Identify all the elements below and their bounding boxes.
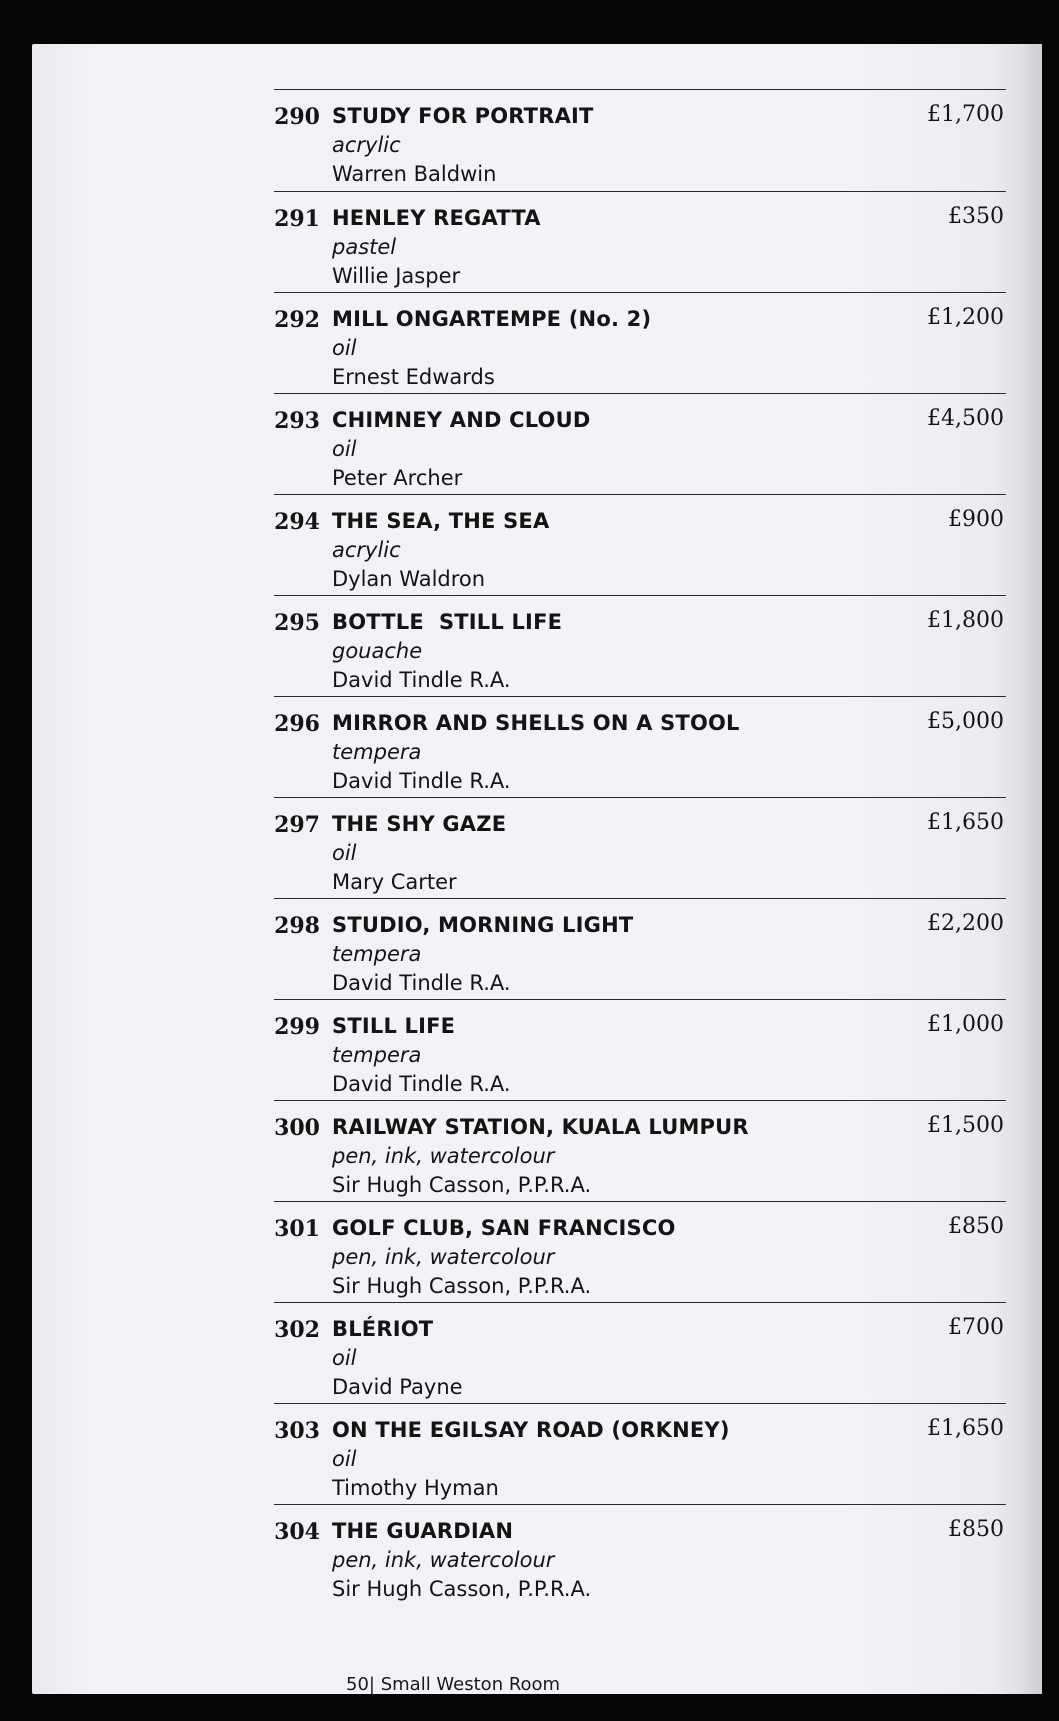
catalogue-entry <box>274 1302 1006 1403</box>
lot-number: 298 <box>274 913 320 939</box>
artwork-title: STILL LIFE <box>332 1014 456 1038</box>
artwork-medium: tempera <box>332 1043 422 1067</box>
entry-info <box>332 608 562 695</box>
room-name: Small Weston Room <box>380 1674 561 1695</box>
catalogue-list <box>274 89 1006 1605</box>
lot-number: 297 <box>274 812 320 838</box>
entry-info <box>332 204 541 291</box>
artwork-title: THE GUARDIAN <box>332 1519 514 1543</box>
artist-name: Sir Hugh Casson, P.P.R.A. <box>332 1274 592 1298</box>
artwork-medium: pen, ink, watercolour <box>332 1144 555 1168</box>
page-number: 50 <box>346 1674 369 1695</box>
artwork-title: RAILWAY STATION, KUALA LUMPUR <box>332 1115 749 1139</box>
artwork-medium: acrylic <box>332 538 401 562</box>
lot-number: 300 <box>274 1115 320 1141</box>
artist-name: Peter Archer <box>332 466 463 490</box>
lot-number: 291 <box>274 206 320 232</box>
artwork-medium: tempera <box>332 740 422 764</box>
artwork-price: £1,500 <box>927 1113 1004 1138</box>
lot-number: 292 <box>274 307 320 333</box>
artwork-title: STUDIO, MORNING LIGHT <box>332 913 634 937</box>
artwork-price: £850 <box>948 1517 1004 1542</box>
artwork-medium: gouache <box>332 639 423 663</box>
entry-info <box>332 1517 591 1604</box>
artwork-medium: oil <box>332 1447 357 1471</box>
artwork-medium: acrylic <box>332 133 401 157</box>
artist-name: David Tindle R.A. <box>332 1072 511 1096</box>
artwork-price: £350 <box>948 204 1004 229</box>
page-footer <box>346 1674 560 1695</box>
entry-info <box>332 406 591 493</box>
catalogue-entry <box>274 999 1006 1100</box>
catalogue-entry <box>274 1100 1006 1201</box>
artwork-title: MIRROR AND SHELLS ON A STOOL <box>332 711 740 735</box>
footer-separator: | <box>368 1674 375 1695</box>
entry-info <box>332 810 506 897</box>
artwork-medium: pen, ink, watercolour <box>332 1548 555 1572</box>
lot-number: 294 <box>274 509 320 535</box>
lot-number: 299 <box>274 1014 320 1040</box>
entry-info <box>332 1012 511 1099</box>
catalogue-entry <box>274 89 1006 191</box>
artwork-price: £5,000 <box>927 709 1004 734</box>
catalogue-entry <box>274 595 1006 696</box>
artwork-medium: oil <box>332 336 357 360</box>
catalogue-entry <box>274 191 1006 292</box>
artwork-price: £1,000 <box>927 1012 1004 1037</box>
entry-info <box>332 911 633 998</box>
entry-info <box>332 305 651 392</box>
artwork-title: THE SEA, THE SEA <box>332 509 550 533</box>
artwork-title: GOLF CLUB, SAN FRANCISCO <box>332 1216 676 1240</box>
artwork-price: £1,650 <box>927 1416 1004 1441</box>
lot-number: 303 <box>274 1418 320 1444</box>
catalogue-entry <box>274 1403 1006 1504</box>
entry-info <box>332 507 549 594</box>
artwork-medium: oil <box>332 1346 357 1370</box>
artist-name: David Tindle R.A. <box>332 668 511 692</box>
entry-info <box>332 1214 676 1301</box>
artwork-medium: pastel <box>332 235 397 259</box>
artist-name: Dylan Waldron <box>332 567 486 591</box>
catalogue-entry <box>274 292 1006 393</box>
lot-number: 290 <box>274 104 320 130</box>
artwork-medium: oil <box>332 437 357 461</box>
artwork-title: BLÉRIOT <box>332 1317 434 1341</box>
artwork-price: £900 <box>948 507 1004 532</box>
artwork-price: £1,200 <box>927 305 1004 330</box>
artist-name: David Payne <box>332 1375 463 1399</box>
artwork-medium: pen, ink, watercolour <box>332 1245 555 1269</box>
artwork-price: £700 <box>948 1315 1004 1340</box>
artwork-price: £1,650 <box>927 810 1004 835</box>
artwork-price: £850 <box>948 1214 1004 1239</box>
page-edge-shadow <box>1022 44 1042 1694</box>
artist-name: David Tindle R.A. <box>332 971 511 995</box>
catalogue-entry <box>274 797 1006 898</box>
lot-number: 304 <box>274 1519 320 1545</box>
artwork-medium: oil <box>332 841 357 865</box>
lot-number: 295 <box>274 610 320 636</box>
artwork-title: CHIMNEY AND CLOUD <box>332 408 591 432</box>
lot-number: 301 <box>274 1216 320 1242</box>
artwork-price: £1,700 <box>927 102 1004 127</box>
artist-name: Mary Carter <box>332 870 457 894</box>
artist-name: Sir Hugh Casson, P.P.R.A. <box>332 1577 592 1601</box>
artwork-title: THE SHY GAZE <box>332 812 507 836</box>
lot-number: 302 <box>274 1317 320 1343</box>
artwork-price: £4,500 <box>927 406 1004 431</box>
artist-name: David Tindle R.A. <box>332 769 511 793</box>
lot-number: 296 <box>274 711 320 737</box>
artwork-title: HENLEY REGATTA <box>332 206 541 230</box>
catalogue-entry <box>274 1201 1006 1302</box>
artist-name: Sir Hugh Casson, P.P.R.A. <box>332 1173 592 1197</box>
entry-info <box>332 709 740 796</box>
catalogue-entry <box>274 696 1006 797</box>
artwork-price: £1,800 <box>927 608 1004 633</box>
artwork-title: ON THE EGILSAY ROAD (ORKNEY) <box>332 1418 730 1442</box>
artist-name: Ernest Edwards <box>332 365 495 389</box>
catalogue-page <box>32 44 1042 1694</box>
entry-info <box>332 1416 730 1503</box>
catalogue-entry <box>274 898 1006 999</box>
artist-name: Timothy Hyman <box>332 1476 499 1500</box>
artwork-title: STUDY FOR PORTRAIT <box>332 104 594 128</box>
artwork-title: MILL ONGARTEMPE (No. 2) <box>332 307 652 331</box>
entry-info <box>332 102 594 189</box>
artwork-price: £2,200 <box>927 911 1004 936</box>
artist-name: Warren Baldwin <box>332 162 497 186</box>
catalogue-entry <box>274 393 1006 494</box>
entry-info <box>332 1113 749 1200</box>
artist-name: Willie Jasper <box>332 264 461 288</box>
catalogue-entry <box>274 494 1006 595</box>
lot-number: 293 <box>274 408 320 434</box>
catalogue-entry <box>274 1504 1006 1605</box>
artwork-title: BOTTLE STILL LIFE <box>332 610 563 634</box>
entry-info <box>332 1315 463 1402</box>
artwork-medium: tempera <box>332 942 422 966</box>
